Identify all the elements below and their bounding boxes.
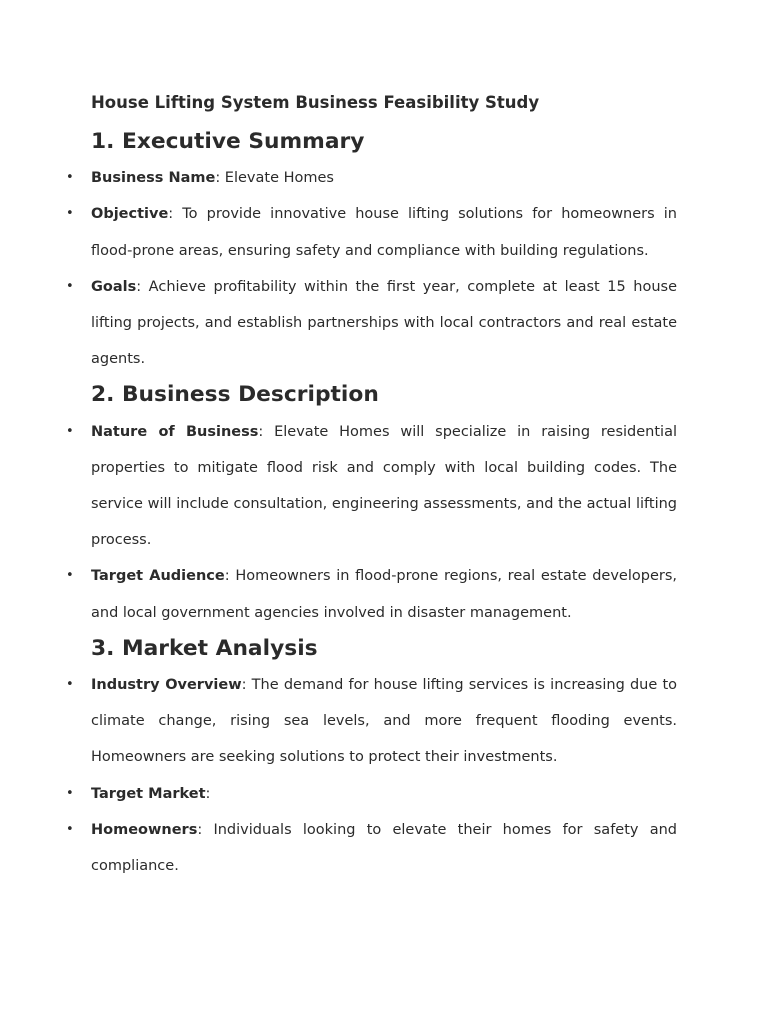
item-text: : Achieve profitability within the first year, complete at least 15 house lifting projects, and establish partnerships with local contractors and real estate agents. — [91, 278, 677, 368]
item-term: Target Audience — [91, 568, 225, 585]
section-heading-market-analysis: 3. Market Analysis — [91, 635, 318, 661]
section-heading-business-description: 2. Business Description — [91, 382, 379, 408]
item-term: Homeowners — [91, 821, 198, 838]
list-item — [66, 414, 677, 559]
bullet-icon: • — [66, 278, 74, 294]
item-text: : Homeowners in flood-prone regions, real estate developers, and local government agencies involved in disaster management. — [91, 568, 677, 621]
item-text: : To provide innovative house lifting solutions for homeowners in flood-prone areas, ensuring safety and compliance with building regulations. — [91, 206, 677, 259]
section-heading-executive-summary: 1. Executive Summary — [91, 129, 365, 154]
item-term: Target Market — [91, 785, 206, 802]
item-text: : Individuals looking to elevate their homes for safety and compliance. — [91, 821, 677, 875]
document-title: House Lifting System Business Feasibility Study — [91, 93, 540, 112]
item-text: : Elevate Homes — [215, 170, 334, 187]
bullet-icon: • — [66, 821, 74, 837]
list-item — [66, 196, 677, 268]
item-text: : — [205, 785, 211, 802]
bullet-icon: • — [66, 568, 74, 584]
item-text: : The demand for house lifting services is increasing due to climate change, rising sea levels, and more frequent flooding events. Homeowners are seeking solutions to protect their investments. — [91, 677, 677, 766]
item-text: : Elevate Homes will specialize in raising residential properties to mitigate flood risk and comply with local building codes. The service will include consultation, engineering assessments, and the actual lifting process. — [91, 423, 677, 549]
list-item — [66, 812, 677, 884]
item-term: Industry Overview — [91, 677, 242, 694]
item-term: Business Name — [91, 170, 216, 187]
business-description-list — [66, 414, 677, 631]
list-item — [66, 667, 677, 776]
document-body — [66, 124, 677, 884]
executive-summary-list — [66, 160, 677, 377]
item-term: Objective — [91, 206, 169, 223]
bullet-icon: • — [66, 785, 74, 801]
bullet-icon: • — [66, 206, 74, 222]
list-item — [66, 160, 677, 196]
list-item — [66, 558, 677, 630]
bullet-icon: • — [66, 677, 74, 693]
bullet-icon: • — [66, 170, 74, 186]
bullet-icon: • — [66, 423, 74, 439]
item-term: Nature of Business — [91, 423, 259, 440]
list-item — [66, 776, 677, 812]
list-item — [66, 269, 677, 378]
item-term: Goals — [91, 278, 137, 295]
market-analysis-list — [66, 667, 677, 884]
